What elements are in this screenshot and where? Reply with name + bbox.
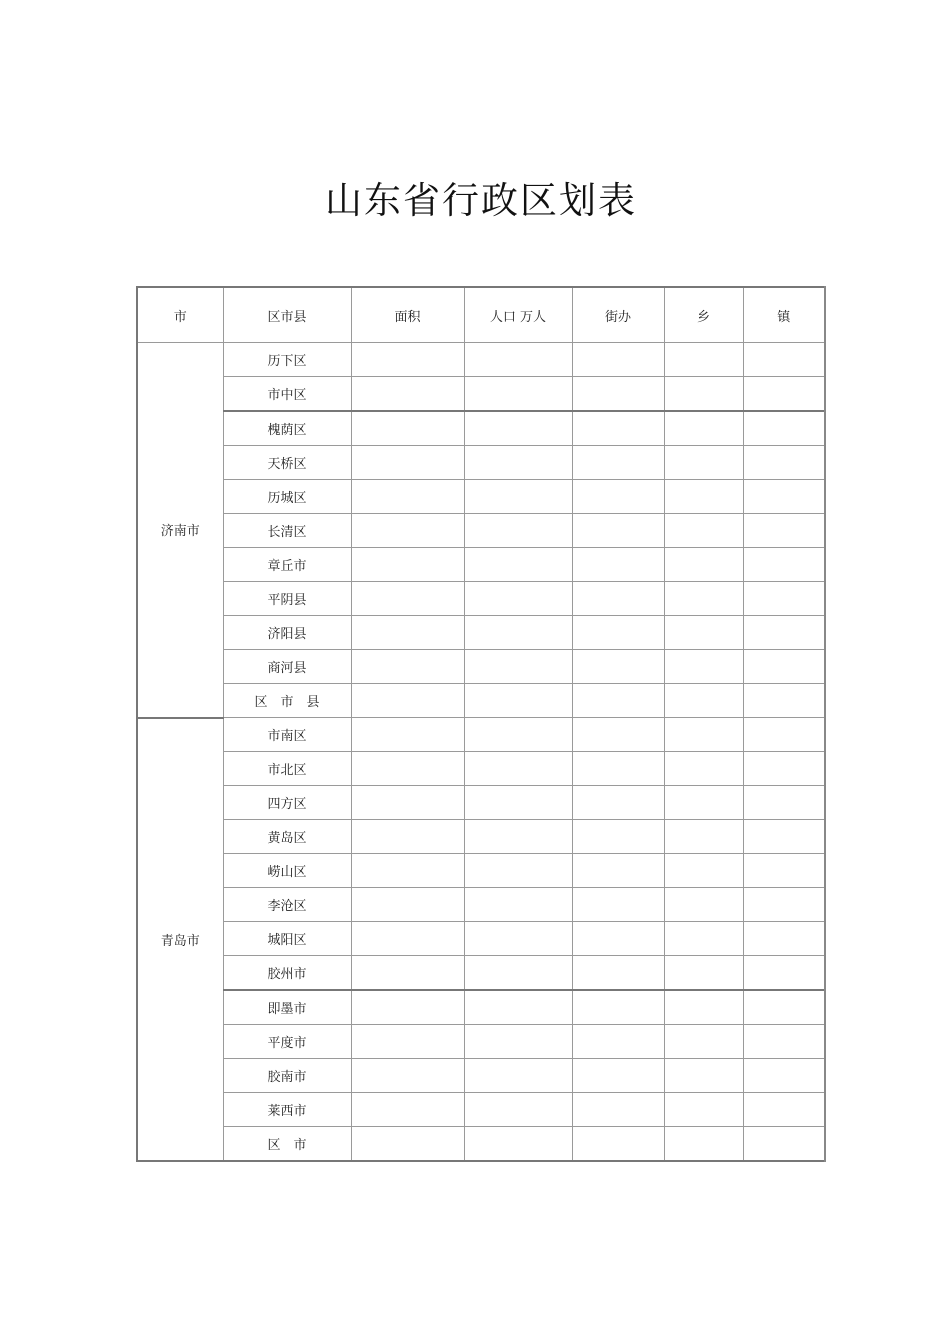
town-cell: [743, 548, 825, 582]
town-cell: [743, 718, 825, 752]
township-cell: [664, 752, 743, 786]
page-title: 山东省行政区划表: [325, 179, 637, 222]
area-cell: [351, 616, 464, 650]
area-cell: [351, 343, 464, 377]
subdistrict-cell: [572, 650, 664, 684]
table-row: [137, 1025, 825, 1059]
town-cell: [743, 1059, 825, 1093]
town-cell: [743, 480, 825, 514]
town-cell: [743, 956, 825, 991]
township-cell: [664, 582, 743, 616]
subdistrict-cell: [572, 990, 664, 1025]
area-cell: [351, 1093, 464, 1127]
subdistrict-cell: [572, 480, 664, 514]
subdistrict-cell: [572, 786, 664, 820]
township-cell: [664, 1127, 743, 1162]
district-cell: 即墨市: [223, 990, 351, 1025]
area-cell: [351, 888, 464, 922]
table-row: [137, 1059, 825, 1093]
header-city: 市: [137, 287, 223, 343]
subdistrict-cell: [572, 1127, 664, 1162]
header-district: 区市县: [223, 287, 351, 343]
township-cell: [664, 1093, 743, 1127]
town-cell: [743, 411, 825, 446]
table-row: [137, 480, 825, 514]
area-cell: [351, 411, 464, 446]
district-cell: 历城区: [223, 480, 351, 514]
district-cell: 长清区: [223, 514, 351, 548]
area-cell: [351, 377, 464, 412]
population-cell: [464, 616, 572, 650]
township-cell: [664, 956, 743, 991]
town-cell: [743, 684, 825, 718]
township-cell: [664, 854, 743, 888]
district-cell: 李沧区: [223, 888, 351, 922]
township-cell: [664, 1025, 743, 1059]
area-cell: [351, 718, 464, 752]
table-row: [137, 582, 825, 616]
header-row: [137, 287, 825, 343]
township-cell: [664, 820, 743, 854]
table-row: [137, 820, 825, 854]
district-cell: 区 市: [223, 1127, 351, 1162]
area-cell: [351, 1127, 464, 1162]
township-cell: [664, 480, 743, 514]
township-cell: [664, 411, 743, 446]
area-cell: [351, 1025, 464, 1059]
population-cell: [464, 446, 572, 480]
population-cell: [464, 684, 572, 718]
population-cell: [464, 786, 572, 820]
population-cell: [464, 854, 572, 888]
table-row: [137, 718, 825, 752]
township-cell: [664, 616, 743, 650]
table-row: [137, 752, 825, 786]
district-cell: 平度市: [223, 1025, 351, 1059]
table-row: [137, 888, 825, 922]
population-cell: [464, 411, 572, 446]
town-cell: [743, 922, 825, 956]
district-cell: 区 市 县: [223, 684, 351, 718]
town-cell: [743, 343, 825, 377]
town-cell: [743, 786, 825, 820]
city-cell: 济南市: [137, 343, 223, 718]
township-cell: [664, 684, 743, 718]
district-cell: 城阳区: [223, 922, 351, 956]
township-cell: [664, 922, 743, 956]
town-cell: [743, 616, 825, 650]
table-row: [137, 343, 825, 377]
area-cell: [351, 480, 464, 514]
subdistrict-cell: [572, 684, 664, 718]
table-body: [137, 343, 825, 1162]
district-cell: 天桥区: [223, 446, 351, 480]
table-row: [137, 786, 825, 820]
table-row: [137, 446, 825, 480]
area-cell: [351, 786, 464, 820]
district-cell: 胶州市: [223, 956, 351, 991]
table-row: [137, 548, 825, 582]
table-row: [137, 854, 825, 888]
area-cell: [351, 956, 464, 991]
township-cell: [664, 888, 743, 922]
subdistrict-cell: [572, 1025, 664, 1059]
district-cell: 崂山区: [223, 854, 351, 888]
population-cell: [464, 582, 572, 616]
district-cell: 章丘市: [223, 548, 351, 582]
township-cell: [664, 990, 743, 1025]
town-cell: [743, 990, 825, 1025]
header-town: 镇: [743, 287, 825, 343]
header-subdistrict: 街办: [572, 287, 664, 343]
town-cell: [743, 377, 825, 412]
area-cell: [351, 854, 464, 888]
town-cell: [743, 446, 825, 480]
subdistrict-cell: [572, 1059, 664, 1093]
subdistrict-cell: [572, 1093, 664, 1127]
district-cell: 胶南市: [223, 1059, 351, 1093]
population-cell: [464, 1025, 572, 1059]
city-cell: 青岛市: [137, 718, 223, 1162]
district-cell: 市南区: [223, 718, 351, 752]
township-cell: [664, 343, 743, 377]
table-row: [137, 1093, 825, 1127]
subdistrict-cell: [572, 718, 664, 752]
subdistrict-cell: [572, 446, 664, 480]
table-row: [137, 514, 825, 548]
town-cell: [743, 582, 825, 616]
district-cell: 市中区: [223, 377, 351, 412]
subdistrict-cell: [572, 343, 664, 377]
population-cell: [464, 752, 572, 786]
area-cell: [351, 684, 464, 718]
population-cell: [464, 514, 572, 548]
subdistrict-cell: [572, 616, 664, 650]
table-row: [137, 616, 825, 650]
population-cell: [464, 377, 572, 412]
district-cell: 济阳县: [223, 616, 351, 650]
town-cell: [743, 514, 825, 548]
township-cell: [664, 718, 743, 752]
subdistrict-cell: [572, 854, 664, 888]
subdistrict-cell: [572, 377, 664, 412]
table-row: [137, 922, 825, 956]
district-cell: 黄岛区: [223, 820, 351, 854]
township-cell: [664, 786, 743, 820]
population-cell: [464, 820, 572, 854]
area-cell: [351, 582, 464, 616]
area-cell: [351, 922, 464, 956]
district-cell: 商河县: [223, 650, 351, 684]
subdistrict-cell: [572, 922, 664, 956]
area-cell: [351, 820, 464, 854]
population-cell: [464, 888, 572, 922]
table-row: [137, 377, 825, 412]
district-cell: 槐荫区: [223, 411, 351, 446]
area-cell: [351, 752, 464, 786]
area-cell: [351, 548, 464, 582]
population-cell: [464, 1059, 572, 1093]
table-row: [137, 1127, 825, 1162]
town-cell: [743, 888, 825, 922]
population-cell: [464, 1093, 572, 1127]
district-cell: 市北区: [223, 752, 351, 786]
header-township: 乡: [664, 287, 743, 343]
area-cell: [351, 514, 464, 548]
area-cell: [351, 1059, 464, 1093]
subdistrict-cell: [572, 411, 664, 446]
population-cell: [464, 1127, 572, 1162]
population-cell: [464, 480, 572, 514]
district-cell: 四方区: [223, 786, 351, 820]
subdistrict-cell: [572, 514, 664, 548]
town-cell: [743, 1093, 825, 1127]
township-cell: [664, 514, 743, 548]
population-cell: [464, 718, 572, 752]
area-cell: [351, 990, 464, 1025]
population-cell: [464, 956, 572, 991]
table-row: [137, 650, 825, 684]
population-cell: [464, 343, 572, 377]
subdistrict-cell: [572, 956, 664, 991]
town-cell: [743, 1025, 825, 1059]
district-cell: 平阴县: [223, 582, 351, 616]
town-cell: [743, 1127, 825, 1162]
population-cell: [464, 990, 572, 1025]
town-cell: [743, 650, 825, 684]
table-row: [137, 411, 825, 446]
township-cell: [664, 650, 743, 684]
area-cell: [351, 446, 464, 480]
table-row: [137, 956, 825, 991]
admin-division-table: [136, 286, 826, 1162]
district-cell: 莱西市: [223, 1093, 351, 1127]
header-area: 面积: [351, 287, 464, 343]
table-row: [137, 684, 825, 718]
subdistrict-cell: [572, 888, 664, 922]
township-cell: [664, 446, 743, 480]
subdistrict-cell: [572, 582, 664, 616]
town-cell: [743, 820, 825, 854]
township-cell: [664, 1059, 743, 1093]
district-cell: 历下区: [223, 343, 351, 377]
table-row: [137, 990, 825, 1025]
subdistrict-cell: [572, 548, 664, 582]
township-cell: [664, 377, 743, 412]
subdistrict-cell: [572, 820, 664, 854]
town-cell: [743, 854, 825, 888]
population-cell: [464, 922, 572, 956]
town-cell: [743, 752, 825, 786]
township-cell: [664, 548, 743, 582]
subdistrict-cell: [572, 752, 664, 786]
population-cell: [464, 548, 572, 582]
header-population: 人口 万人: [464, 287, 572, 343]
area-cell: [351, 650, 464, 684]
population-cell: [464, 650, 572, 684]
